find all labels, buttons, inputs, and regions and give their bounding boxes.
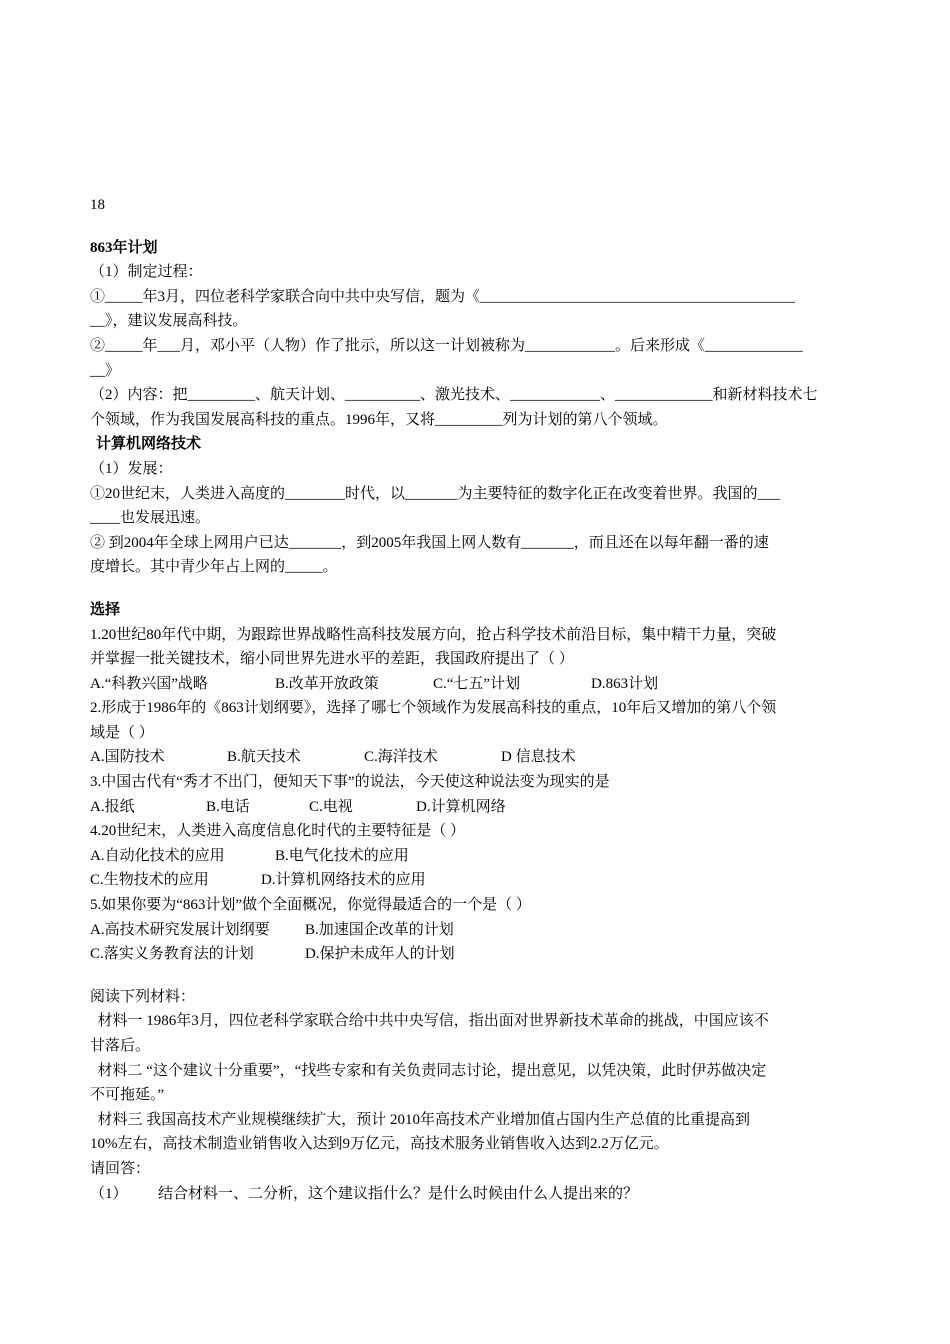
q1-option-d: D.863计划 (591, 675, 659, 692)
reading-question-1-text: 结合材料一、二分析，这个建议指什么？是什么时候由什么人提出来的？ (158, 1185, 639, 1202)
section-title-choice: 选择 (90, 601, 121, 618)
q5-option-b: B.加速国企改革的计划 (305, 921, 454, 938)
question-3: 3.中国古代有“秀才不出门，便知天下事”的说法，今天使这种说法变为现实的是 (90, 774, 610, 791)
question-4-options-2 (90, 868, 860, 893)
s863-p1-a: ①_____年3月，四位老科学家联合向中共中央写信，题为《__________________________________________ (90, 288, 796, 305)
section-title-863: 863年计划 (90, 239, 158, 256)
question-1-options (90, 672, 860, 697)
document-body (90, 193, 860, 1206)
q4-option-d: D.计算机网络技术的应用 (261, 872, 426, 889)
network-a2: ____也发展迅速。 (90, 510, 211, 527)
question-3-options (90, 795, 860, 820)
s863-p1-b: ②_____年___月，邓小平（人物）作了批示，所以这一计划被称为____________。后来形成《_____________ (90, 337, 803, 354)
s863-p2-a: （2）内容：把_________、航天计划、__________、激光技术、____________、_____________和新材料技术七 (90, 387, 818, 404)
question-2-line-2: 域是（ ） (90, 724, 154, 741)
question-2-line-1: 2.形成于1986年的《863计划纲要》，选择了哪七个领域作为发展高科技的重点，10年后又增加的第八个领 (90, 700, 777, 717)
q3-option-a: A.报纸 (90, 798, 135, 815)
question-5-options-1 (90, 918, 860, 943)
q2-option-b: B.航天技术 (227, 749, 301, 766)
q2-option-c: C.海洋技术 (364, 749, 438, 766)
page-number: 18 (90, 197, 105, 213)
material-1-line-1: 材料一 1986年3月，四位老科学家联合给中共中央写信，指出面对世界新技术革命的挑战，中国应该不 (90, 1013, 769, 1030)
network-b2: 度增长。其中青少年占上网的_____。 (90, 559, 338, 576)
q3-option-c: C.电视 (309, 798, 353, 815)
question-2-options (90, 745, 860, 770)
network-a1: ①20世纪末，人类进入高度的________时代，以_______为主要特征的数字化正在改变着世界。我国的___ (90, 485, 781, 502)
q1-option-c: C.“七五”计划 (433, 675, 521, 692)
q2-option-a: A.国防技术 (90, 749, 165, 766)
question-4: 4.20世纪末，人类进入高度信息化时代的主要特征是（ ） (90, 823, 466, 840)
question-4-options-1 (90, 844, 860, 869)
s863-p1-b2: __》 (90, 362, 121, 379)
material-2-line-2: 不可拖延。” (90, 1087, 165, 1104)
answer-prompt: 请回答： (90, 1160, 151, 1177)
q4-option-c: C.生物技术的应用 (90, 872, 209, 889)
s863-p2-b: 个领域，作为我国发展高科技的重点。1996年，又将_________列为计划的第八个领域。 (90, 411, 668, 428)
material-2-line-1: 材料二 “这个建议十分重要”，“找些专家和有关负责同志讨论，提出意见，以凭决策，此时伊苏做决定 (90, 1062, 767, 1079)
s863-p1-a2: __》，建议发展高科技。 (90, 313, 248, 330)
q4-option-b: B.电气化技术的应用 (275, 847, 409, 864)
network-b1: ② 到2004年全球上网用户已达_______，到2005年我国上网人数有_______，而且还在以每年翻一番的速 (90, 534, 769, 551)
q5-option-d: D.保护未成年人的计划 (305, 946, 455, 963)
s863-p1-label: （1）制定过程： (90, 264, 203, 281)
q1-option-b: B.改革开放政策 (275, 675, 379, 692)
q3-option-d: D.计算机网络 (416, 798, 506, 815)
question-1-line-1: 1.20世纪80年代中期，为跟踪世界战略性高科技发展方向，抢占科学技术前沿目标，集中精干力量，突破 (90, 626, 777, 643)
reading-intro: 阅读下列材料： (90, 988, 196, 1005)
network-p1-label: （1）发展： (90, 460, 173, 477)
section-title-network: 计算机网络技术 (96, 436, 202, 453)
reading-question-1-number: （1） (90, 1185, 128, 1202)
q1-option-a: A.“科教兴国”战略 (90, 675, 208, 692)
q5-option-a: A.高技术研究发展计划纲要 (90, 921, 270, 938)
q3-option-b: B.电话 (206, 798, 250, 815)
q2-option-d: D 信息技术 (501, 749, 576, 766)
reading-question-1 (90, 1182, 860, 1207)
material-1-line-2: 甘落后。 (90, 1038, 151, 1054)
q5-option-c: C.落实义务教育法的计划 (90, 946, 254, 963)
question-5-options-2 (90, 942, 860, 967)
question-5: 5.如果你要为“863计划”做个全面概况，你觉得最适合的一个是（ ） (90, 897, 531, 914)
question-1-line-2: 并掌握一批关键技术，缩小同世界先进水平的差距，我国政府提出了（ ） (90, 651, 574, 668)
material-3-line-2: 10%左右，高技术制造业销售收入达到9万亿元，高技术服务业销售收入达到2.2万亿元。 (90, 1136, 669, 1153)
material-3-line-1: 材料三 我国高技术产业规模继续扩大，预计 2010年高技术产业增加值占国内生产总值的比重提高到 (90, 1111, 751, 1128)
q4-option-a: A.自动化技术的应用 (90, 847, 225, 864)
